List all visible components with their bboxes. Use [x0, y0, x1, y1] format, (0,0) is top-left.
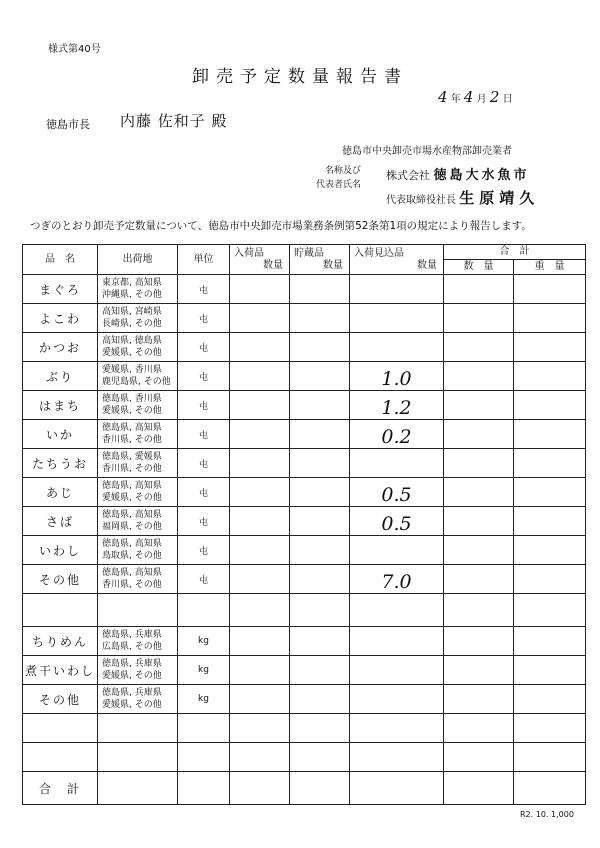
- header-expected: [350, 245, 444, 275]
- incoming-cell: [230, 449, 290, 478]
- date-month-unit: 月: [476, 94, 487, 105]
- origin-line-1: 東京都, 高知県: [102, 278, 162, 288]
- item-name: いわし: [23, 536, 98, 565]
- print-info: R2. 10. 1,000: [520, 810, 574, 819]
- header-total: 合 計: [444, 245, 586, 260]
- quantity-cell: [444, 507, 514, 536]
- origin-cell: [98, 304, 178, 333]
- quantity-cell: [444, 743, 514, 772]
- weight-cell: [514, 656, 586, 685]
- incoming-cell: [230, 565, 290, 594]
- sender-title: 徳島市中央卸売市場水産物部卸売業者: [342, 146, 512, 157]
- origin-line-2: 愛媛県, その他: [102, 348, 162, 358]
- unit-cell: [178, 714, 230, 743]
- sender-label-line1: 名称及び: [325, 166, 362, 176]
- item-name: いか: [23, 420, 98, 449]
- rep-title: 代表取締役社長: [386, 195, 456, 206]
- origin-cell: [98, 507, 178, 536]
- weight-cell: [514, 772, 586, 805]
- item-name: かつお: [23, 333, 98, 362]
- table-row: [23, 391, 586, 420]
- unit-cell: 屯: [178, 536, 230, 565]
- weight-cell: [514, 536, 586, 565]
- origin-cell: [98, 565, 178, 594]
- table-row: [23, 304, 586, 333]
- quantity-cell: [444, 772, 514, 805]
- company-prefix: 株式会社: [386, 169, 430, 182]
- company-main-name: 徳島大水魚市: [433, 168, 530, 183]
- quantity-cell: [444, 391, 514, 420]
- stored-cell: [290, 304, 350, 333]
- incoming-cell: [230, 656, 290, 685]
- weight-cell: [514, 449, 586, 478]
- origin-line-1: 徳島県, 高知県: [102, 568, 162, 578]
- item-name: ぶり: [23, 362, 98, 391]
- expected-cell: [350, 333, 444, 362]
- origin-cell: [98, 594, 178, 627]
- origin-line-2: 愛媛県, その他: [102, 493, 162, 503]
- stored-cell: [290, 714, 350, 743]
- quantity-cell: [444, 333, 514, 362]
- quantity-cell: [444, 656, 514, 685]
- stored-cell: [290, 391, 350, 420]
- expected-cell: 7.0: [350, 565, 444, 594]
- incoming-cell: [230, 714, 290, 743]
- stored-cell: [290, 362, 350, 391]
- weight-cell: [514, 333, 586, 362]
- origin-cell: [98, 772, 178, 805]
- origin-cell: [98, 275, 178, 304]
- table-row: [23, 536, 586, 565]
- unit-cell: [178, 743, 230, 772]
- unit-cell: 屯: [178, 449, 230, 478]
- origin-cell: [98, 362, 178, 391]
- expected-cell: [350, 536, 444, 565]
- table-row: [23, 565, 586, 594]
- quantity-cell: [444, 536, 514, 565]
- incoming-cell: [230, 275, 290, 304]
- sender-label-line2: 代表者氏名: [316, 180, 362, 190]
- origin-line-2: 長崎県, その他: [102, 319, 162, 329]
- weight-cell: [514, 362, 586, 391]
- item-name: よこわ: [23, 304, 98, 333]
- origin-line-1: 徳島県, 愛媛県: [102, 452, 162, 462]
- incoming-cell: [230, 478, 290, 507]
- weight-cell: [514, 565, 586, 594]
- weight-cell: [514, 743, 586, 772]
- date-day: 2: [489, 88, 500, 106]
- header-expected-b: 数量: [417, 259, 437, 271]
- stored-cell: [290, 478, 350, 507]
- weight-cell: [514, 478, 586, 507]
- incoming-cell: [230, 594, 290, 627]
- origin-cell: [98, 685, 178, 714]
- origin-cell: [98, 714, 178, 743]
- origin-cell: [98, 478, 178, 507]
- stored-cell: [290, 627, 350, 656]
- origin-line-1: 愛媛県, 香川県: [102, 365, 162, 375]
- table-row: [23, 275, 586, 304]
- incoming-cell: [230, 743, 290, 772]
- stored-cell: [290, 536, 350, 565]
- origin-line-1: 徳島県, 兵庫県: [102, 630, 162, 640]
- item-name: その他: [23, 685, 98, 714]
- representative: [386, 187, 539, 208]
- table-row: [23, 362, 586, 391]
- weight-cell: [514, 304, 586, 333]
- unit-cell: [178, 772, 230, 805]
- item-name: あじ: [23, 478, 98, 507]
- unit-cell: 屯: [178, 507, 230, 536]
- origin-line-1: 徳島県, 兵庫県: [102, 659, 162, 669]
- quantity-cell: [444, 565, 514, 594]
- stored-cell: [290, 420, 350, 449]
- incoming-cell: [230, 391, 290, 420]
- expected-cell: 0.5: [350, 478, 444, 507]
- table-row: [23, 714, 586, 743]
- item-name: [23, 594, 98, 627]
- origin-line-2: 鳥取県, その他: [102, 551, 162, 561]
- addressee-name: 内藤 佐和子 殿: [120, 112, 228, 130]
- item-name: 合 計: [23, 772, 98, 805]
- intro-text: つぎのとおり卸売予定数量について、徳島市中央卸売市場業務条例第52条第1項の規定により報告します。: [30, 220, 532, 232]
- table-row: [23, 507, 586, 536]
- expected-cell: [350, 449, 444, 478]
- quantity-cell: [444, 685, 514, 714]
- item-name: [23, 714, 98, 743]
- header-unit: 単位: [178, 245, 230, 275]
- rep-name: 生原靖久: [459, 189, 540, 207]
- unit-cell: 屯: [178, 275, 230, 304]
- header-quantity: 数 量: [444, 260, 514, 275]
- expected-cell: [350, 714, 444, 743]
- incoming-cell: [230, 627, 290, 656]
- origin-line-2: 沖縄県, その他: [102, 290, 162, 300]
- weight-cell: [514, 507, 586, 536]
- incoming-cell: [230, 685, 290, 714]
- stored-cell: [290, 594, 350, 627]
- table-row: [23, 478, 586, 507]
- origin-cell: [98, 656, 178, 685]
- stored-cell: [290, 743, 350, 772]
- table-row: [23, 772, 586, 805]
- unit-cell: 屯: [178, 478, 230, 507]
- header-stored-b: 数量: [323, 259, 343, 271]
- incoming-cell: [230, 304, 290, 333]
- origin-line-2: 鹿児島県, その他: [102, 377, 171, 387]
- origin-cell: [98, 536, 178, 565]
- expected-cell: 0.5: [350, 507, 444, 536]
- origin-line-2: 香川県, その他: [102, 580, 162, 590]
- origin-line-2: 香川県, その他: [102, 435, 162, 445]
- form-number: 様式第40号: [48, 44, 101, 55]
- header-weight: 重 量: [514, 260, 586, 275]
- stored-cell: [290, 656, 350, 685]
- weight-cell: [514, 420, 586, 449]
- unit-cell: 屯: [178, 362, 230, 391]
- expected-cell: [350, 594, 444, 627]
- stored-cell: [290, 685, 350, 714]
- header-incoming-b: 数量: [263, 259, 283, 271]
- unit-cell: kg: [178, 656, 230, 685]
- origin-line-1: 徳島県, 高知県: [102, 539, 162, 549]
- expected-cell: 1.0: [350, 362, 444, 391]
- expected-cell: [350, 743, 444, 772]
- origin-cell: [98, 391, 178, 420]
- incoming-cell: [230, 333, 290, 362]
- table-row: [23, 743, 586, 772]
- weight-cell: [514, 714, 586, 743]
- stored-cell: [290, 449, 350, 478]
- header-incoming-a: 入荷品: [234, 247, 264, 259]
- header-origin: 出荷地: [98, 245, 178, 275]
- stored-cell: [290, 333, 350, 362]
- unit-cell: [178, 594, 230, 627]
- table-row: [23, 656, 586, 685]
- quantity-cell: [444, 478, 514, 507]
- quantity-cell: [444, 594, 514, 627]
- item-name: [23, 743, 98, 772]
- unit-cell: 屯: [178, 333, 230, 362]
- origin-line-2: 愛媛県, その他: [102, 406, 162, 416]
- unit-cell: 屯: [178, 565, 230, 594]
- expected-cell: 1.2: [350, 391, 444, 420]
- header-expected-a: 入荷見込品: [354, 247, 404, 259]
- table-row: [23, 685, 586, 714]
- origin-line-2: 香川県, その他: [102, 464, 162, 474]
- incoming-cell: [230, 507, 290, 536]
- table-row: [23, 449, 586, 478]
- document-title: 卸売予定数量報告書: [192, 67, 408, 87]
- weight-cell: [514, 391, 586, 420]
- origin-cell: [98, 333, 178, 362]
- expected-cell: 0.2: [350, 420, 444, 449]
- item-name: ちりめん: [23, 627, 98, 656]
- stored-cell: [290, 275, 350, 304]
- header-incoming: [230, 245, 290, 275]
- expected-cell: [350, 275, 444, 304]
- company-name: [386, 164, 530, 183]
- origin-cell: [98, 743, 178, 772]
- weight-cell: [514, 275, 586, 304]
- origin-line-1: 徳島県, 香川県: [102, 394, 162, 404]
- header-item: 品 名: [23, 245, 98, 275]
- origin-line-2: 愛媛県, その他: [102, 671, 162, 681]
- origin-line-2: 愛媛県, その他: [102, 700, 162, 710]
- origin-line-1: 高知県, 宮崎県: [102, 307, 162, 317]
- origin-line-1: 徳島県, 高知県: [102, 481, 162, 491]
- incoming-cell: [230, 362, 290, 391]
- expected-cell: [350, 656, 444, 685]
- item-name: はまち: [23, 391, 98, 420]
- weight-cell: [514, 627, 586, 656]
- item-name: たちうお: [23, 449, 98, 478]
- expected-cell: [350, 685, 444, 714]
- origin-line-1: 徳島県, 兵庫県: [102, 688, 162, 698]
- origin-line-1: 高知県, 徳島県: [102, 336, 162, 346]
- table-row: [23, 420, 586, 449]
- report-date: [438, 88, 513, 106]
- origin-line-2: 広島県, その他: [102, 642, 162, 652]
- origin-line-1: 徳島県, 高知県: [102, 510, 162, 520]
- sender-label: [316, 164, 361, 192]
- origin-cell: [98, 449, 178, 478]
- quantity-cell: [444, 714, 514, 743]
- unit-cell: 屯: [178, 304, 230, 333]
- origin-line-2: 福岡県, その他: [102, 522, 162, 532]
- item-name: 煮干いわし: [23, 656, 98, 685]
- incoming-cell: [230, 772, 290, 805]
- origin-line-1: 徳島県, 高知県: [102, 423, 162, 433]
- expected-cell: [350, 772, 444, 805]
- unit-cell: 屯: [178, 420, 230, 449]
- date-day-unit: 日: [502, 94, 513, 105]
- header-stored-a: 貯蔵品: [294, 247, 324, 259]
- unit-cell: kg: [178, 627, 230, 656]
- date-year-unit: 年: [450, 94, 461, 105]
- table-row: [23, 333, 586, 362]
- stored-cell: [290, 772, 350, 805]
- quantity-cell: [444, 304, 514, 333]
- origin-cell: [98, 627, 178, 656]
- weight-cell: [514, 685, 586, 714]
- addressee-label: 徳島市長: [46, 118, 90, 131]
- quantity-cell: [444, 449, 514, 478]
- unit-cell: 屯: [178, 391, 230, 420]
- incoming-cell: [230, 536, 290, 565]
- weight-cell: [514, 594, 586, 627]
- expected-cell: [350, 304, 444, 333]
- quantity-cell: [444, 275, 514, 304]
- stored-cell: [290, 507, 350, 536]
- origin-cell: [98, 420, 178, 449]
- item-name: まぐろ: [23, 275, 98, 304]
- quantity-cell: [444, 420, 514, 449]
- item-name: さば: [23, 507, 98, 536]
- quantity-cell: [444, 627, 514, 656]
- date-month: 4: [463, 88, 474, 106]
- table-row: [23, 627, 586, 656]
- unit-cell: kg: [178, 685, 230, 714]
- header-stored: [290, 245, 350, 275]
- stored-cell: [290, 565, 350, 594]
- table-row: [23, 594, 586, 627]
- quantity-cell: [444, 362, 514, 391]
- incoming-cell: [230, 420, 290, 449]
- item-name: その他: [23, 565, 98, 594]
- date-year: 4: [438, 88, 448, 106]
- report-table: [22, 244, 586, 805]
- expected-cell: [350, 627, 444, 656]
